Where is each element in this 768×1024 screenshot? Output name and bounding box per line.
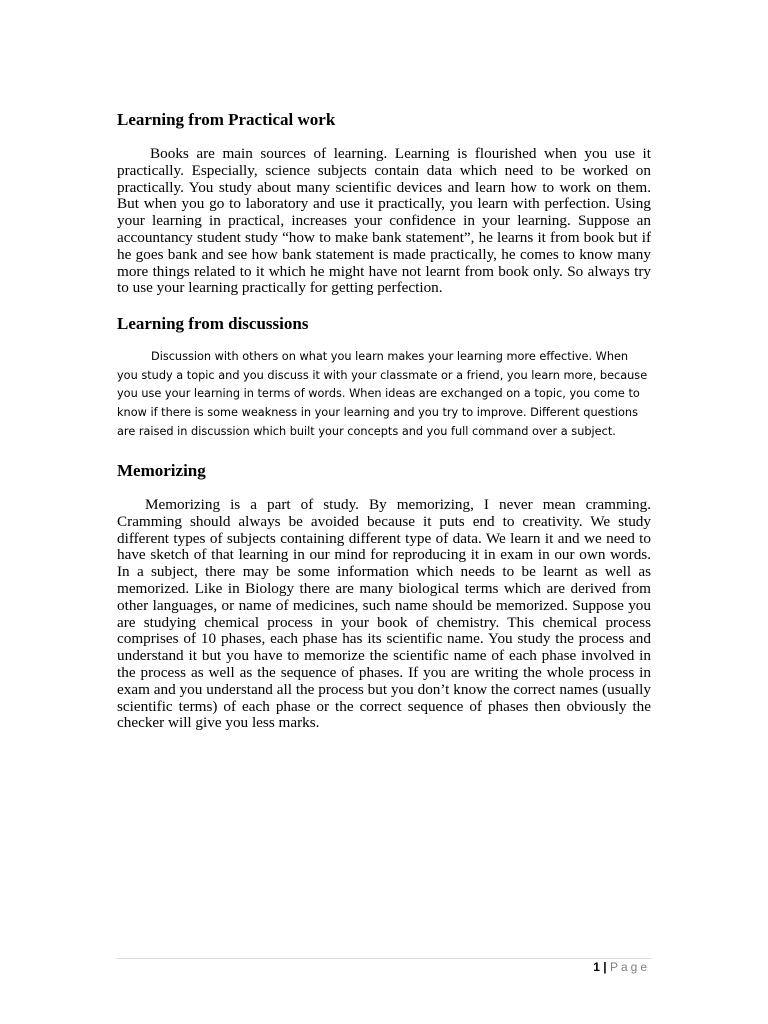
footer-separator: | (603, 960, 607, 974)
paragraph-memorizing (117, 497, 651, 732)
page-number: 1 (593, 960, 600, 974)
section-heading-memorizing: Memorizing (117, 461, 206, 480)
section-heading-discussions: Learning from discussions (117, 314, 309, 333)
paragraph-practical-work-text: Books are main sources of learning. Learning is flourished when you use it practically. Especially, science subjects contain data which need to be worked on practically. You study about many scientific devices and learn how to work on them. But when you go to laboratory and use it practically, you learn with perfection. Using your learning in practical, increases your confidence in your learning. Suppose an accountancy student study “how to make bank statement”, he learns it from book but if he goes bank and see how bank statement is made practically, he comes to know many more things related to it which he might have not learnt from book only. So always try to use your learning practically for getting perfection. (117, 145, 651, 297)
footer-divider (117, 958, 651, 959)
discussion-line: you study a topic and you discuss it with your classmate or a friend, you learn more, because (117, 368, 648, 382)
discussion-line: know if there is some weakness in your learning and you try to improve. Different questions (117, 406, 638, 420)
page-footer (593, 960, 650, 974)
section-heading-practical-work: Learning from Practical work (117, 110, 336, 129)
paragraph-discussions (117, 348, 651, 442)
paragraph-practical-work (117, 146, 651, 297)
discussion-line: Discussion with others on what you learn makes your learning more effective. When (151, 350, 629, 363)
page-label: Page (609, 960, 650, 974)
discussion-line: you use your learning in terms of words. When ideas are exchanged on a topic, you come to (117, 387, 640, 401)
discussion-line: are raised in discussion which built your concepts and you full command over a subject. (117, 424, 616, 438)
paragraph-memorizing-text: Memorizing is a part of study. By memorizing, I never mean cramming. Cramming should always be avoided because it puts end to creativity. We study different types of subjects containing different type of data. We learn it and we need to have sketch of that learning in our mind for reproducing it in exam in our own words. In a subject, there may be some information which needs to be learnt as well as memorized. Like in Biology there are many biological terms which are derived from other languages, or name of medicines, such name should be memorized. Suppose you are studying chemical process in your book of chemistry. This chemical process comprises of 10 phases, each phase has its scientific name. You study the process and understand it but you have to memorize the scientific name of each phase involved in the process as well as the sequence of phases. If you are writing the whole process in exam and you understand all the process but you don’t know the correct names (usually scientific terms) of each phase or the correct sequence of phases then obviously the checker will give you less marks. (117, 496, 651, 732)
